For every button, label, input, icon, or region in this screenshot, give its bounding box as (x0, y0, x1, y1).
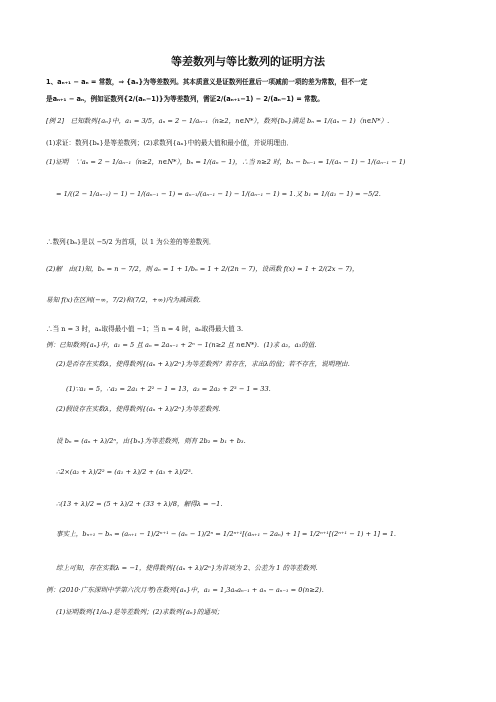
example-2-solution-2: (2)解 由(1)知，bₙ = n − 7/2，则 aₙ = 1 + 1/bₙ = 1 + 2/(2n − 7)，设函数 f(x) = 1 + 2/(2x − 7)， (46, 265, 359, 273)
example-2-monotonic: 易知 f(x)在区间(−∞，7/2)和(7/2，+∞)内为减函数． (46, 296, 206, 304)
example-2-questions: (1)求证：数列{bₙ}是等差数列；(2)求数列{aₙ}中的最大值和最小值，并说明理由． (46, 139, 294, 147)
example-3-statement: 例：已知数列{aₙ}中，a₁ = 5 且 aₙ = 2aₙ₋₁ + 2ⁿ − 1(n≥2 且 n∈N*)．(1)求 a₂，a₃的值． (46, 341, 321, 349)
example-2-proof-1: (1)证明 ∵aₙ = 2 − 1/aₙ₋₁（n≥2，n∈N*），bₙ = 1/(aₙ − 1)，∴当 n≥2 时，bₙ − bₙ₋₁ = 1/(aₙ − 1) − 1/(aₙ₋₁ − 1) (46, 158, 406, 166)
example-3-define-bn: 设 bₙ = (aₙ + λ)/2ⁿ，由{bₙ}为等差数列，则有 2b₂ = b₁ + b₃. (56, 437, 246, 445)
document-title: 等差数列与等比数列的证明方法 (171, 55, 325, 68)
example-2-proof-2: = 1/((2 − 1/aₙ₋₁) − 1) − 1/(aₙ₋₁ − 1) = aₙ₋₁/(aₙ₋₁ − 1) − 1/(aₙ₋₁ − 1) = 1.又 b₁ = 1/(a₁ − 1) = −5/2. (56, 190, 381, 198)
example-2-extrema: ∴当 n = 3 时，aₙ取得最小值 −1；当 n = 4 时，aₙ取得最大值 3. (46, 325, 244, 333)
example-4-questions: (1)证明数列{1/aₙ}是等差数列；(2)求数列{aₙ}的通项； (56, 608, 224, 616)
method-1-statement: 1、aₙ₊₁ − aₙ = 常数，⇒ {aₙ}为等差数列。其本质意义是证数列任意后一项减前一项的差为常数，但不一定 (46, 78, 368, 86)
example-3-question-2: (2)是否存在实数λ，使得数列{(aₙ + λ)/2ⁿ}为等差数列？若存在，求出λ的值；若不存在，说明理由． (56, 360, 355, 368)
example-2-statement: [例 2] 已知数列{aₙ}中，a₁ = 3/5，aₙ = 2 − 1/aₙ₋₁（n≥2，n∈N*），数列{bₙ}满足 bₙ = 1/(aₙ − 1)（n∈N*）. (46, 117, 390, 125)
example-3-verify: 事实上，bₙ₊₁ − bₙ = (aₙ₊₁ − 1)/2ⁿ⁺¹ − (aₙ − 1)/2ⁿ = 1/2ⁿ⁺¹[(aₙ₊₁ − 2aₙ) + 1] = 1/2ⁿ⁺¹[(2ⁿ⁺¹ − 1) + 1] = 1. (56, 530, 396, 538)
example-3-equation: ∴2×(a₂ + λ)/2² = (a₁ + λ)/2 + (a₃ + λ)/2³. (56, 468, 193, 476)
example-4-statement: 例：(2010·广东深圳中学第六次月考)在数列{aₙ}中，a₁ = 1,3aₙaₙ₋₁ + aₙ − aₙ₋₁ = 0(n≥2)． (46, 586, 329, 594)
example-3-conclusion: 综上可知，存在实数λ = −1，使得数列{(aₙ + λ)/2ⁿ}为首项为 2、公差为 1 的等差数列． (56, 564, 323, 572)
example-3-solution-1: (1)∵a₁ = 5，∴a₂ = 2a₁ + 2² − 1 = 13，a₃ = 2a₂ + 2³ − 1 = 33. (66, 385, 271, 393)
example-3-assumption: (2)假设存在实数λ，使得数列{(aₙ + λ)/2ⁿ}为等差数列． (56, 405, 225, 413)
method-1-statement-cont: 是aₙ₊₁ − aₙ，例如证数列{2/(aₙ−1)}为等差数列，需证2/(aₙ₊₁−1) − 2/(aₙ−1) = 常数。 (46, 95, 324, 103)
example-2-conclusion-1: ∴数列{bₙ}是以 −5/2 为首项，以 1 为公差的等差数列． (46, 238, 216, 246)
example-3-solve-lambda: ∴(13 + λ)/2 = (5 + λ)/2 + (33 + λ)/8，解得λ = −1. (56, 500, 223, 508)
